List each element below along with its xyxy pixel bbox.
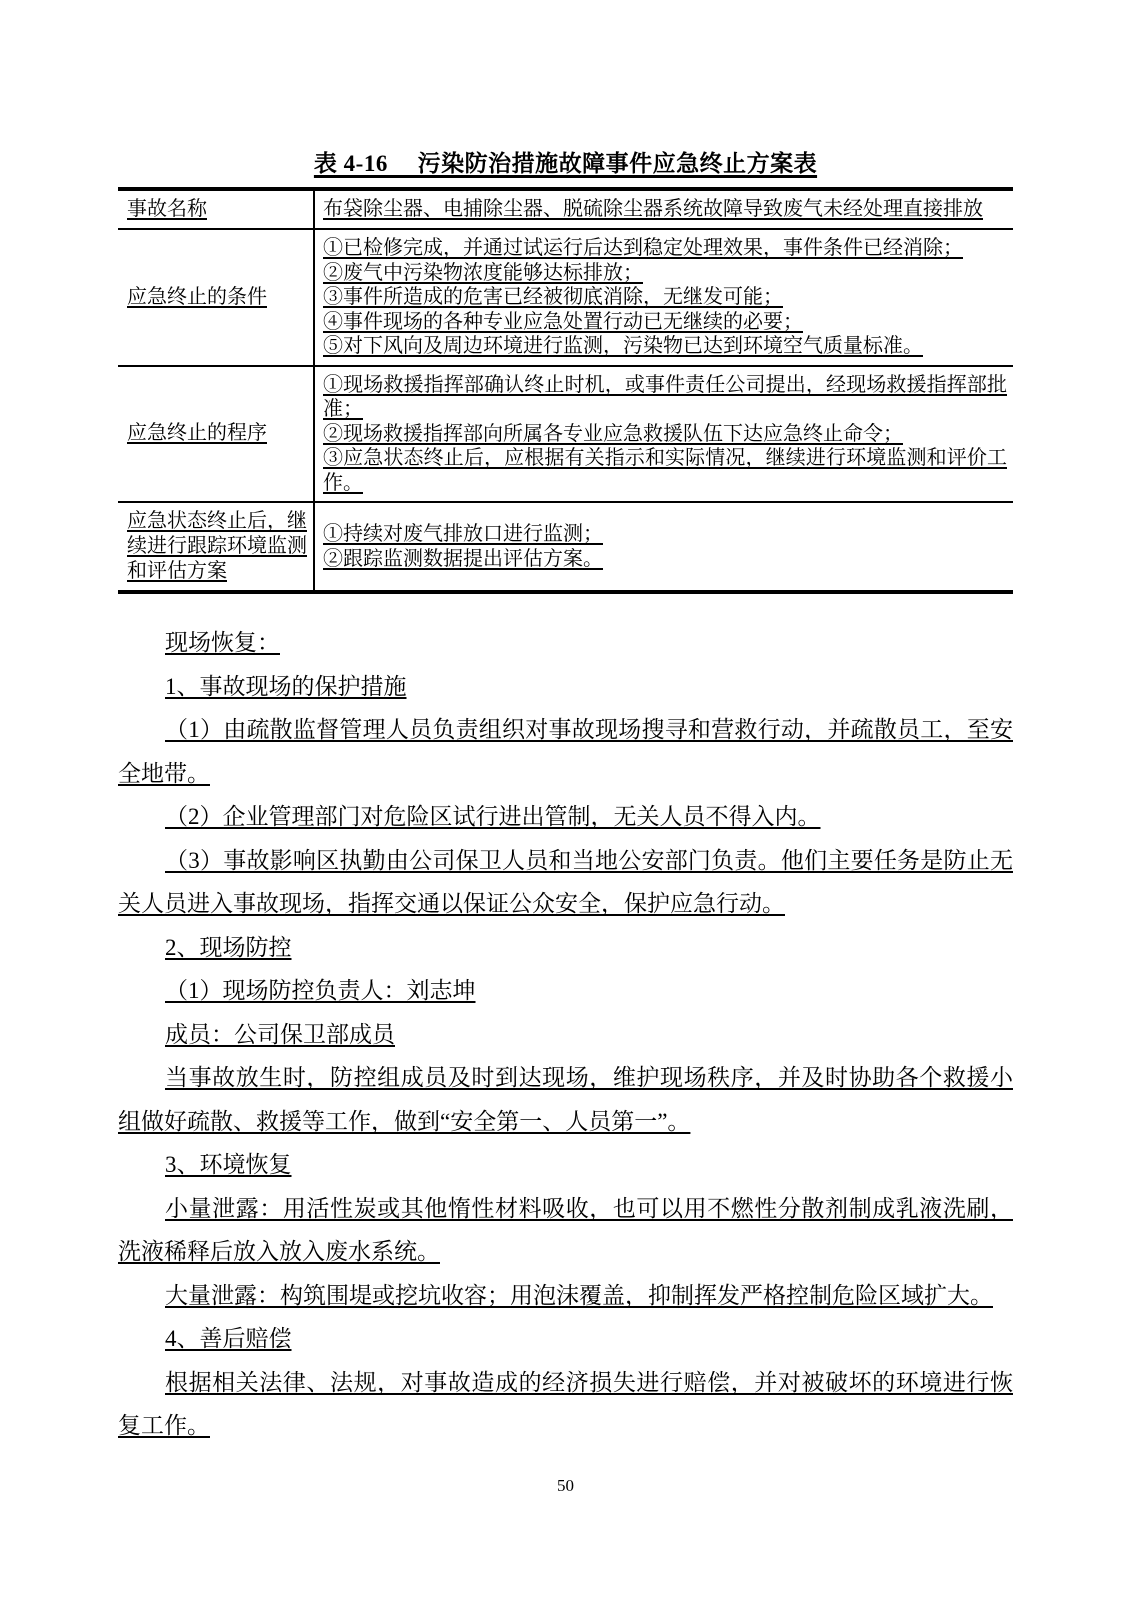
emergency-termination-table [118, 187, 1013, 594]
paragraph [118, 1143, 1013, 1187]
paragraph [118, 708, 1013, 795]
paragraph [118, 1187, 1013, 1274]
content-line-text: ①现场救援指挥部确认终止时机，或事件责任公司提出，经现场救援指挥部批准； [323, 373, 1007, 420]
content-line-text: ①已检修完成，并通过试运行后达到稳定处理效果，事件条件已经消除； [323, 237, 963, 259]
content-line [323, 285, 1007, 310]
content-line-text: ②现场救援指挥部向所属各专业应急救援队伍下达应急终止命令； [323, 422, 903, 445]
paragraph-text: 2、现场防控 [165, 934, 292, 960]
paragraph [118, 665, 1013, 709]
content-line-text: ②废气中污染物浓度能够达标排放； [323, 261, 643, 284]
page-content [118, 148, 1013, 1448]
table-row [118, 502, 1013, 592]
paragraph [118, 1317, 1013, 1361]
paragraph-text: （1）现场防控负责人：刘志坤 [165, 978, 476, 1003]
row-label-cell [118, 229, 314, 366]
content-line [323, 197, 1007, 222]
row-content-cell [314, 229, 1013, 366]
row-label: 事故名称 [127, 198, 207, 220]
content-line [323, 422, 1007, 447]
paragraph-text: （3）事故影响区执勤由公司保卫人员和当地公安部门负责。他们主要任务是防止无关人员进入事故现场，指挥交通以保证公众安全，保护应急行动。 [118, 847, 1013, 916]
paragraph [118, 926, 1013, 970]
paragraph [118, 839, 1013, 926]
content-line-text: ②跟踪监测数据提出评估方案。 [323, 547, 603, 570]
paragraph-text: 3、环境恢复 [165, 1152, 292, 1177]
content-line-text: ③事件所造成的危害已经被彻底消除，无继发可能； [323, 286, 783, 308]
row-label-cell [118, 366, 314, 503]
content-line-text: ④事件现场的各种专业应急处置行动已无继续的必要； [323, 310, 803, 333]
row-label: 应急状态终止后，继续进行跟踪环境监测和评估方案 [127, 510, 307, 582]
paragraph-text: 大量泄露：构筑围堤或挖坑收容；用泡沫覆盖，抑制挥发严格控制危险区域扩大。 [165, 1282, 993, 1308]
document-body [118, 621, 1013, 1448]
table-title [118, 148, 1013, 180]
row-label-cell [118, 189, 314, 229]
table-body [118, 189, 1013, 592]
paragraph-text: （2）企业管理部门对危险区试行进出管制，无关人员不得入内。 [165, 804, 821, 829]
content-line [323, 236, 1007, 261]
table-row [118, 189, 1013, 229]
content-line-text: ③应急状态终止后，应根据有关指示和实际情况，继续进行环境监测和评价工作。 [323, 447, 1007, 494]
content-line [323, 261, 1007, 286]
row-content-cell [314, 189, 1013, 229]
paragraph [118, 969, 1013, 1013]
table-row [118, 366, 1013, 503]
paragraph [118, 621, 1013, 665]
row-content-cell [314, 366, 1013, 503]
paragraph [118, 1013, 1013, 1057]
content-line [323, 522, 1007, 547]
paragraph-text: 现场恢复： [165, 630, 280, 655]
content-line-text: ①持续对废气排放口进行监测； [323, 523, 603, 545]
content-line [323, 547, 1007, 572]
content-line [323, 373, 1007, 422]
content-line-text: 布袋除尘器、电捕除尘器、脱硫除尘器系统故障导致废气未经处理直接排放 [323, 198, 983, 221]
content-line [323, 334, 1007, 359]
table-row [118, 229, 1013, 366]
paragraph-text: 4、善后赔偿 [165, 1326, 292, 1351]
page-number: 50 [557, 1476, 574, 1495]
row-content-cell [314, 502, 1013, 592]
content-line-text: ⑤对下风向及周边环境进行监测，污染物已达到环境空气质量标准。 [323, 335, 923, 357]
paragraph [118, 1274, 1013, 1318]
paragraph-text: 根据相关法律、法规，对事故造成的经济损失进行赔偿，并对被破坏的环境进行恢复工作。 [118, 1369, 1013, 1438]
paragraph-text: （1）由疏散监督管理人员负责组织对事故现场搜寻和营救行动，并疏散员工，至安全地带。 [118, 717, 1013, 786]
content-line [323, 310, 1007, 335]
content-line [323, 446, 1007, 495]
paragraph-text: 1、事故现场的保护措施 [165, 673, 407, 699]
paragraph [118, 1056, 1013, 1143]
paragraph-text: 小量泄露：用活性炭或其他惰性材料吸收，也可以用不燃性分散剂制成乳液洗刷，洗液稀释后放入放入废水系统。 [118, 1195, 1013, 1264]
table-title-text: 表 4-16 污染防治措施故障事件应急终止方案表 [313, 151, 818, 176]
paragraph [118, 795, 1013, 839]
paragraph [118, 1361, 1013, 1448]
row-label-cell [118, 502, 314, 592]
row-label: 应急终止的程序 [127, 422, 267, 445]
row-label: 应急终止的条件 [127, 285, 267, 308]
paragraph-text: 当事故放生时，防控组成员及时到达现场，维护现场秩序，并及时协助各个救援小组做好疏散、救援等工作，做到“安全第一、人员第一”。 [118, 1065, 1013, 1134]
paragraph-text: 成员：公司保卫部成员 [165, 1021, 395, 1047]
